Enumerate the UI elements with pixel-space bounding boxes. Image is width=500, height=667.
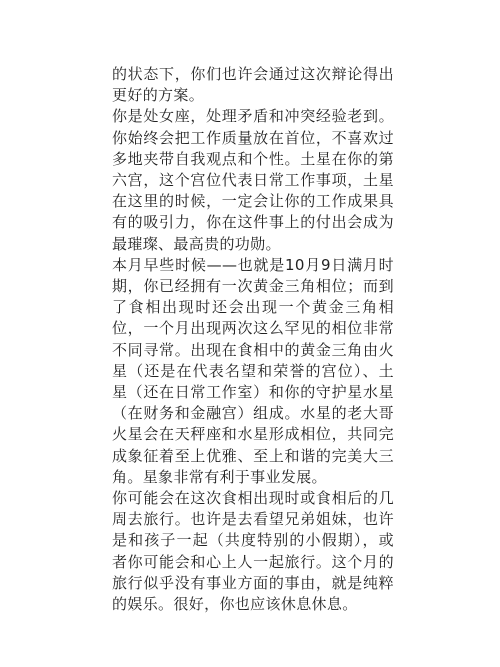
paragraph-travel: 你可能会在这次食相出现时或食相后的几周去旅行。也许是去看望兄弟姐妹，也许是和孩子一起（共度特别的小假期），或者你可能会和心上人一起旅行。这个月的旅行似乎没有事业方面的事由，就是纯粹的娱乐。很好，你也应该休息休息。 — [112, 489, 394, 614]
article-body — [112, 64, 394, 615]
paragraph-intro: 的状态下，你们也许会通过这次辩论得出更好的方案。 — [112, 65, 394, 105]
paragraph-virgo-work: 你是处女座，处理矛盾和冲突经验老到。你始终会把工作质量放在首位，不喜欢过多地夹带自我观点和个性。土星在你的第六宫，这个宫位代表日常工作事项，土星在这里的时候，一定会让你的工作成果具有的吸引力，你在这件事上的付出会成为最璀璨、最高贵的功勋。 — [112, 107, 394, 253]
paragraph-golden-triangle: 本月早些时候——也就是10月9日满月时期，你已经拥有一次黄金三角相位；而到了食相出现时还会出现一个黄金三角相位，一个月出现两次这么罕见的相位非常不同寻常。出现在食相中的黄金三角由火星（还是在代表名望和荣誉的宫位）、土星（还在日常工作室）和你的守护星水星（在财务和金融宫）组成。水星的老大哥火星会在天秤座和水星形成相位，共同完成象征着至上优雅、至上和谐的完美大三角。星象非常有利于事业发展。 — [112, 255, 394, 486]
